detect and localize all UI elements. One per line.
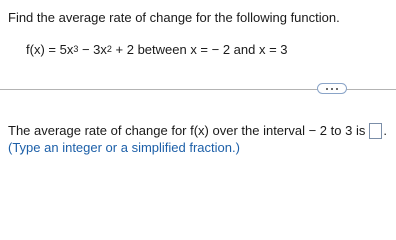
ellipsis-icon [331,88,333,90]
answer-format-hint: (Type an integer or a simplified fraction.) [8,140,240,155]
question-prompt: Find the average rate of change for the following function. [8,10,340,25]
ellipsis-icon [336,88,338,90]
answer-input[interactable] [369,123,382,139]
function-middle: − 3x [78,42,107,57]
exponent-3: 3 [73,44,79,54]
function-lhs: f(x) = 5x [26,42,74,57]
expand-more-button[interactable] [317,83,347,94]
ellipsis-icon [326,88,328,90]
exponent-2: 2 [106,44,112,54]
function-rest: + 2 between x = − 2 and x = 3 [111,42,288,57]
answer-period: . [383,123,387,138]
answer-text: The average rate of change for f(x) over the interval − 2 to 3 is [8,123,366,138]
answer-statement [8,123,387,139]
function-statement [26,42,288,58]
